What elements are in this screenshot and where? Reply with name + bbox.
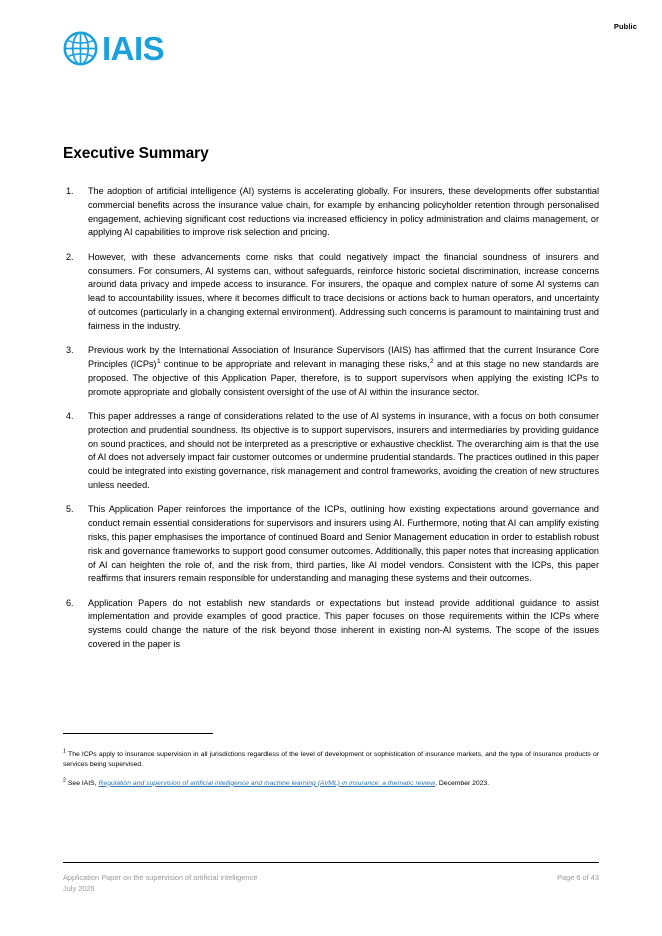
globe-icon	[63, 31, 98, 66]
footnote-text: The ICPs apply to insurance supervision in all jurisdictions regardless of the level of development or sophistication of insurance markets, and the type of insurance products or services being supervised.	[63, 751, 599, 768]
footnote-area	[63, 733, 599, 789]
paragraph-text: and at this stage no new standards are proposed. The objective of this Application Paper, therefore, is to support supervisors when applying the existing ICPs to promote appropriate and globally consistent oversight of the use of AI within the insurance sector.	[88, 358, 599, 397]
page-indicator: Page 6 of 43	[557, 873, 599, 882]
footnote-reference-1[interactable]: 1	[156, 357, 161, 365]
paragraph-number: 4.	[66, 410, 74, 421]
paragraph-item	[63, 597, 599, 652]
paragraph-item	[63, 503, 599, 586]
footnote-separator	[63, 733, 213, 734]
thematic-review-link[interactable]: Regulation and supervision of artificial intelligence and machine learning (AI/ML) in insurance: a thematic review	[98, 779, 436, 787]
paragraph-text: Previous work by the International Association of Insurance Supervisors (IAIS) has affirmed that the current Insurance Core Principles (ICPs)	[88, 345, 599, 369]
footnote-text: See IAIS,	[67, 779, 99, 787]
footnote-item	[63, 750, 599, 770]
main-content	[63, 145, 599, 662]
iais-logo	[63, 31, 164, 66]
footer-document-title: Application Paper on the supervision of artificial intelligence	[63, 873, 258, 882]
paragraph-item	[63, 185, 599, 240]
paragraph-text: However, with these advancements come risks that could negatively impact the financial soundness of insurers and consumers. For consumers, AI systems can, without safeguards, reinforce historic societal discrimination, increase concerns around data privacy and impede access to insurance. For insurers, the opaque and complex nature of some AI systems can lead to accountability issues, where it becomes difficult to trace decisions or actions back to human operators, and uncertainty of outcomes (particularly in a changing external environment). Addressing such concerns is paramount to maintaining trust and fairness in the industry.	[88, 251, 599, 331]
footnote-reference-2[interactable]: 2	[430, 357, 434, 365]
footnote-text: , December 2023.	[435, 779, 490, 787]
paragraph-text: Application Papers do not establish new standards or expectations but instead provide additional guidance to assist implementation and provide examples of good practice. This paper focuses on those requirements within the ICPs where systems could change the nature of the risk beyond those inherent in existing non-AI systems. The scope of the issues covered in the paper is	[88, 597, 599, 650]
numbered-paragraph-list	[63, 185, 599, 652]
paragraph-number: 3.	[66, 345, 74, 356]
paragraph-number: 6.	[66, 597, 74, 608]
page-footer	[63, 862, 599, 895]
paragraph-text: The adoption of artificial intelligence (AI) systems is accelerating globally. For insurers, these developments offer substantial commercial benefits across the insurance value chain, for example by enhancing policyholder retention through personalised engagement, achieving significant cost reductions via increased efficiency in policy administration and claims management, or applying AI capabilities to improve risk selection and pricing.	[88, 186, 599, 238]
footnote-marker: 1	[63, 748, 66, 755]
paragraph-text: continue to be appropriate and relevant in managing these risks,	[160, 358, 430, 369]
paragraph-text: This paper addresses a range of considerations related to the use of AI systems in insurance, with a focus on both consumer protection and prudential soundness. Its objective is to support supervisors, insurers and intermediaries by providing guidance on sound practices, and should not be interpreted as a prescriptive or exhaustive checklist. The overarching aim is that the use of AI does not adversely impact fair customer outcomes or undermine prudential standards. The practices outlined in this paper could be integrated into existing governance, risk management and control frameworks, avoiding the creation of new structures unless needed.	[88, 410, 599, 490]
paragraph-text: This Application Paper reinforces the importance of the ICPs, outlining how existing expectations around governance and conduct remain essential considerations for supervisors and insurers using AI. Furthermore, noting that AI can amplify existing risks, this paper emphasises the importance of continued Board and Senior Management education in order to establish robust risk and governance frameworks to support good consumer outcomes. Additionally, this paper notes that increasing application of AI can heighten the role of, and the risk from, third parties, like AI model vendors. Consistent with the ICPs, this paper reaffirms that insurers remain responsible for understanding and managing these systems and their outcomes.	[88, 504, 599, 584]
paragraph-number: 2.	[66, 251, 74, 262]
logo-wordmark: IAIS	[102, 30, 165, 67]
paragraph-number: 1.	[66, 186, 74, 196]
footnote-item	[63, 779, 599, 789]
page-title: Executive Summary	[63, 145, 209, 162]
paragraph-number: 5.	[66, 504, 74, 515]
footer-divider	[63, 862, 599, 863]
paragraph-item	[63, 344, 599, 399]
footer-date: July 2025	[63, 884, 95, 894]
paragraph-item	[63, 251, 599, 334]
footnote-marker: 2	[63, 777, 66, 784]
classification-label: Public	[613, 22, 637, 31]
paragraph-item	[63, 410, 599, 493]
footer-left-block	[63, 872, 257, 895]
